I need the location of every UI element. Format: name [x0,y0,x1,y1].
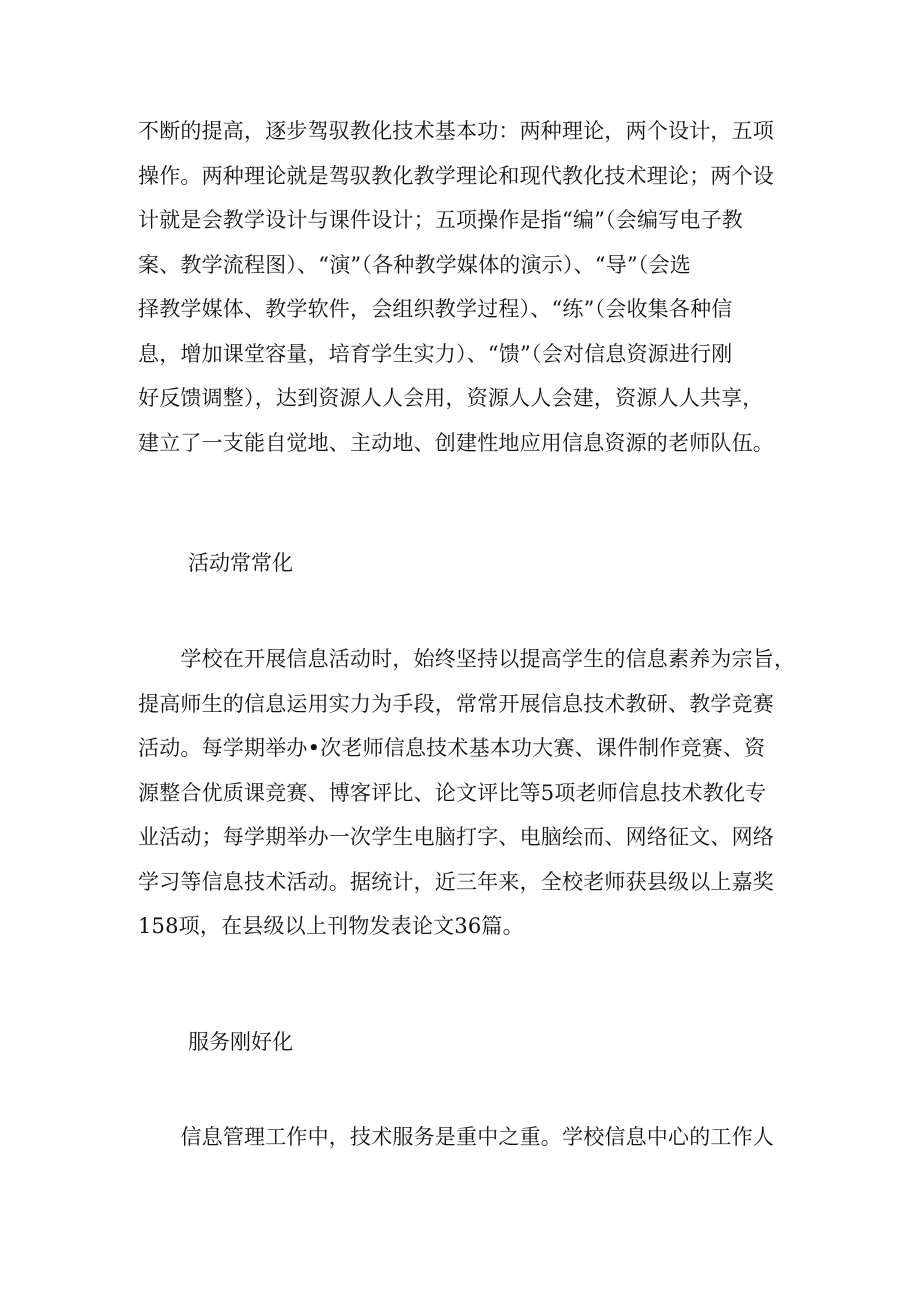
section-heading-service: 服务刚好化 [188,1030,293,1054]
text-line: 计就是会教学设计与课件设计；五项操作是指“编”（会编写电子教 [138,208,743,232]
text-line: 择教学媒体、教学软件，会组织教学过程）、“练”（会收集各种信 [138,297,733,321]
text-line: 提高师生的信息运用实力为手段，常常开展信息技术教研、教学竞赛 [138,691,774,716]
text-line: 学习等信息技术活动。据统计，近三年来，全校老师获县级以上嘉奖 [138,869,774,894]
text-line: 案、教学流程图）、“演”（各种教学媒体的演示）、“导”（会选 [138,252,691,277]
text-line: 不断的提高，逐步驾驭教化技术基本功：两种理论，两个设计，五项 [138,119,774,143]
text-line: 158项，在县级以上刊物发表论文36篇。 [138,914,524,938]
body-paragraph-service [138,1115,798,1160]
text-line: 业活动；每学期举办一次学生电脑打字、电脑绘而、网络征文、网络 [138,825,774,849]
text-line: 建立了一支能自觉地、主动地、创建性地应用信息资源的老师队伍。 [138,430,774,455]
text-line: 操作。两种理论就是驾驭教化教学理论和现代教化技术理论；两个设 [138,163,774,188]
text-line: 源整合优质课竞赛、博客评比、论文评比等5项老师信息技术教化专 [138,780,767,805]
body-paragraph-teacher-skills [138,109,798,465]
text-line: 好反馈调整），达到资源人人会用，资源人人会建，资源人人共享， [138,386,764,410]
body-paragraph-activities [138,637,798,949]
text-line: 活动。每学期举办•次老师信息技术基本功大赛、课件制作竞赛、资 [138,736,766,760]
section-heading-activities: 活动常常化 [188,551,293,575]
text-line: 息，增加课堂容量，培育学生实力）、“馈”（会对信息资源进行刚 [138,341,733,366]
text-line: 信息管理工作中，技术服务是重中之重。学校信息中心的工作人 [138,1125,774,1149]
text-line: 学校在开展信息活动时，始终坚持以提高学生的信息素养为宗旨， [138,647,796,671]
